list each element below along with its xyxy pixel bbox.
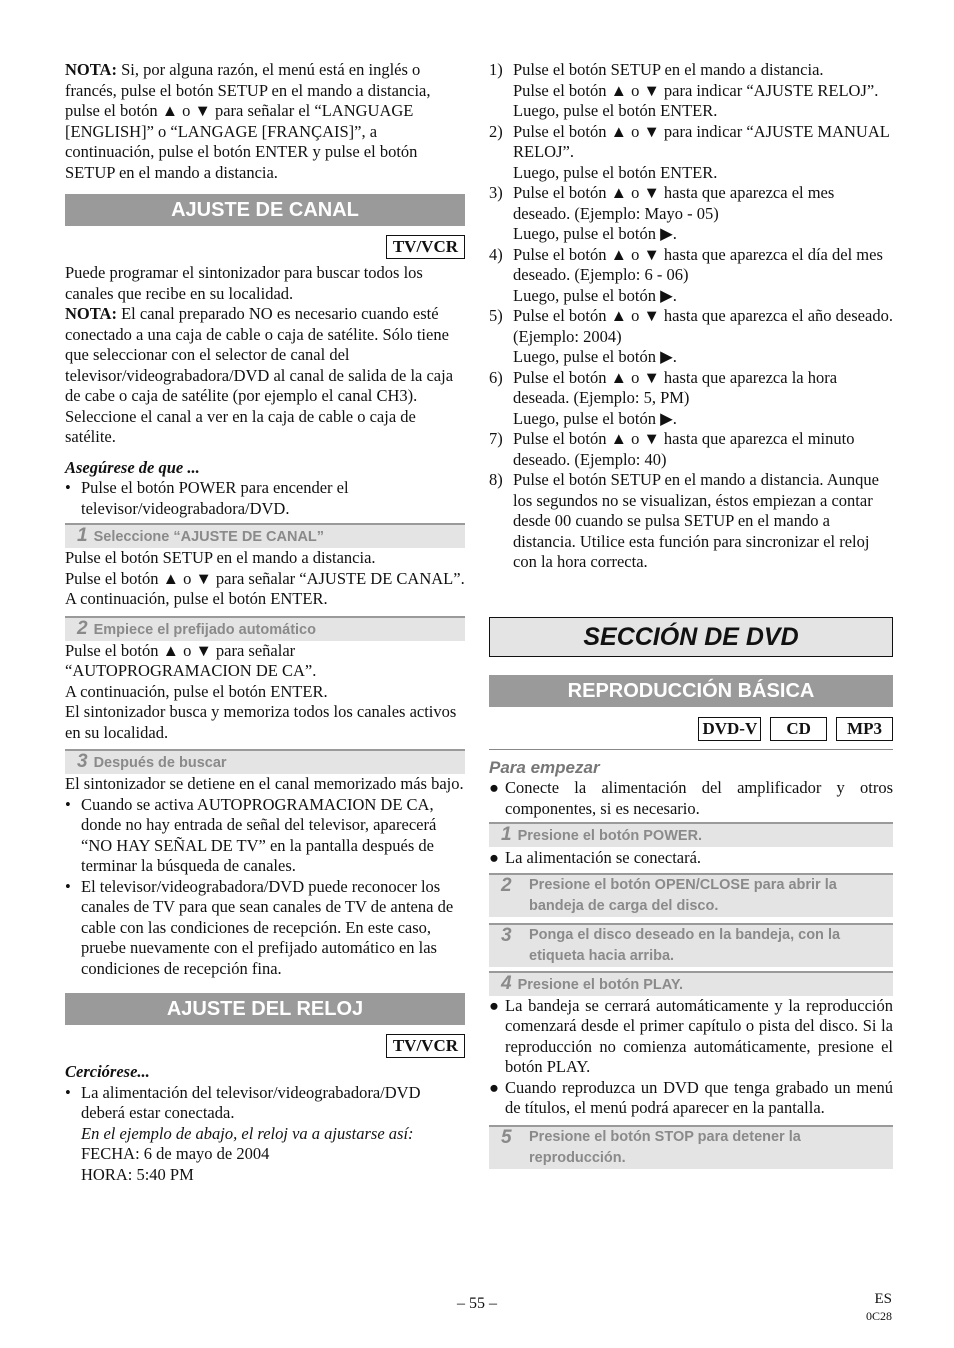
- reloj-check-bullet: • La alimentación del televisor/videograbadora/DVD deberá estar conectada.: [65, 1082, 421, 1122]
- right-column: 1) Pulse el botón SETUP en el mando a distancia. Pulse el botón ▲ o ▼ para indicar “AJUSTE RELOJ”. Luego, pulse el botón ENTER. 2) Pulse el botón ▲ o ▼ para indicar “AJUSTE MANUAL RELOJ”. Luego, pulse el botón ENTER. 3) Pulse el botón ▲ o ▼ hasta que aparezca el mes deseado. (Ejemplo: Mayo - 05) Luego, pulse el botón ▶. 4) Pulse el botón ▲ o ▼ hasta que aparezca el día del mes deseado. (Ejemplo: 6 - 06) Luego, pulse el botón ▶. 5) Pulse el botón ▲ o ▼ hasta que aparezca el año deseado. (Ejemplo: 2004) Luego, pulse el botón ▶. 6) Pulse el botón ▲ o ▼ hasta que aparezca la hora deseada. (Ejemplo: 5, PM) Luego, pulse el botón ▶. 7) Pulse el botón ▲ o ▼ hasta que aparezca el minuto deseado. (Ejemplo: 40) 8) Pulse el botón SETUP en el mando a distancia. Aunque los segundos no se visualizan, éstos empiezan a contar desde 00 cuando se pulsa SETUP en el mando a distancia. Utilice esta función para sincronizar el reloj con la hora correcta. SECCIÓN DE DVD REPRODUCCIÓN BÁSICA DVD-V CD MP3 Para empezar ● Conecte la alimentación del amplificador y otros componentes, si es necesario. 1 Presione el botón POWER. ● La alimentación se conectará. 2 Presione el botón OPEN/CLOSE para abrir la bandeja de carga del disco. 3 Ponga el disco deseado en la bandeja, con la etiqueta hacia arriba. 4 Presione el botón PLAY. ● La bandeja se cerrará automáticamente y la reproducción comenzará desde el primer capítulo o pista del disco. Si la reproducción no comienza automáticamente, presione el botón PLAY. ● Cuando reproduzca un DVD que tenga grabado un menú de títulos, el menú podrá aparecer en la pantalla. 5 Presione el botón STOP para detener la reproducción.: [489, 60, 893, 1169]
- canal-nota: NOTA: El canal preparado NO es necesario cuando esté conectado a una caja de cable o caja de satélite. Sólo tiene que seleccionar con el selector de canal del televisor/videograbadora/DVD al canal de salida de la caja de cabe o caja de satélite (por ejemplo el canal CH3). Seleccione el canal a ver en la caja de cable o caja de satélite.: [65, 304, 454, 446]
- dvd-section-title: SECCIÓN DE DVD: [489, 617, 893, 657]
- canal-intro: Puede programar el sintonizador para buscar todos los canales que recibe en su localidad.: [65, 263, 423, 303]
- document-code: 0C28: [865, 1309, 892, 1323]
- clock-step-6: 6) Pulse el botón ▲ o ▼ hasta que aparezca la hora deseada. (Ejemplo: 5, PM): [489, 367, 838, 407]
- dvd-step-1: 1 Presione el botón POWER.: [489, 822, 893, 847]
- list-item: • Cuando se activa AUTOPROGRAMACION DE CA, donde no hay entrada de señal del televisor, aparecerá “NO HAY SEÑAL DE TV” en la pantalla después de terminar la búsqueda de canales.: [65, 794, 437, 875]
- nota-intro: NOTA: Si, por alguna razón, el menú está en inglés o francés, pulse el botón SETUP en el mando a distancia, pulse el botón ▲ o ▼ para señalar el “LANGUAGE [ENGLISH]” o “LANGAGE [FRANÇAIS]”, a continuación, pulse el botón ENTER y pulse el botón SETUP en el mando a distancia.: [65, 60, 431, 182]
- clock-step-7: 7) Pulse el botón ▲ o ▼ hasta que aparezca el minuto deseado. (Ejemplo: 40): [489, 429, 855, 469]
- canal-check-bullet: • Pulse el botón POWER para encender el televisor/videograbadora/DVD.: [65, 478, 349, 518]
- page-number: – 55 –: [457, 1295, 497, 1312]
- clock-step-2: 2) Pulse el botón ▲ o ▼ para indicar “AJUSTE MANUAL RELOJ”.: [489, 121, 890, 161]
- left-column: NOTA: Si, por alguna razón, el menú está en inglés o francés, pulse el botón SETUP en el mando a distancia, pulse el botón ▲ o ▼ para señalar el “LANGUAGE [ENGLISH]” o “LANGAGE [FRANÇAIS]”, a continuación, pulse el botón ENTER y pulse el botón SETUP en el mando a distancia. AJUSTE DE CANAL TV/VCR Puede programar el sintonizador para buscar todos los canales que recibe en su localidad. NOTA: El canal preparado NO es necesario cuando esté conectado a una caja de cable o caja de satélite. Sólo tiene que seleccionar con el selector de canal del televisor/videograbadora/DVD al canal de salida de la caja de cabe o caja de satélite (por ejemplo el canal CH3). Seleccione el canal a ver en la caja de cable o caja de satélite. Asegúrese de que ... • Pulse el botón POWER para encender el televisor/videograbadora/DVD. 1 Seleccione “AJUSTE DE CANAL” Pulse el botón SETUP en el mando a distancia. Pulse el botón ▲ o ▼ para señalar “AJUSTE DE CANAL”. A continuación, pulse el botón ENTER. 2 Empiece el prefijado automático Pulse el botón ▲ o ▼ para señalar “AUTOPROGRAMACION DE CA”. A continuación, pulse el botón ENTER. El sintonizador busca y memoriza todos los canales activos en su localidad. 3 Después de buscar El sintonizador se detiene en el canal memorizado más bajo. • Cuando se activa AUTOPROGRAMACION DE CA, donde no hay entrada de señal del televisor, aparecerá “NO HAY SEÑAL DE TV” en la pantalla después de terminar la búsqueda de canales. • El televisor/videograbadora/DVD puede reconocer los canales de TV para que sean canales de TV de antena de cable con las condiciones de recepción. En este caso, pruebe nuevamente con el prefijado automático en las condiciones de recepción fina. AJUSTE DEL RELOJ TV/VCR Cerciórese... • La alimentación del televisor/videograbadora/DVD deberá estar conectada. En el ejemplo de abajo, el reloj va a ajustarse así: FECHA: 6 de mayo de 2004 HORA: 5:40 PM: [65, 60, 465, 1184]
- canal-step-2: 2 Empiece el prefijado automático: [65, 616, 465, 641]
- clock-step-3: 3) Pulse el botón ▲ o ▼ hasta que aparezca el mes deseado. (Ejemplo: Mayo - 05): [489, 183, 835, 223]
- clock-step-1: 1) Pulse el botón SETUP en el mando a distancia.: [489, 60, 824, 79]
- list-item: • El televisor/videograbadora/DVD puede reconocer los canales de TV para que sean canales de TV de antena de cable con las condiciones de recepción. En este caso, pruebe nuevamente con el prefijado automático en las condiciones de recepción fina.: [65, 876, 454, 978]
- clock-step-5: 5) Pulse el botón ▲ o ▼ hasta que aparezca el año deseado. (Ejemplo: 2004): [489, 306, 893, 346]
- list-item: ● La alimentación se conectará.: [489, 848, 702, 867]
- language-code: ES: [874, 1291, 892, 1307]
- dvd-step-4: 4 Presione el botón PLAY.: [489, 971, 893, 996]
- canal-check-heading: Asegúrese de que ...: [65, 457, 200, 477]
- tv-vcr-tag: TV/VCR: [386, 235, 465, 259]
- list-item: ● La bandeja se cerrará automáticamente y la reproducción comenzará desde el primer capítulo o pista del disco. Si la reproducción no comienza automáticamente, presione el botón PLAY.: [489, 995, 893, 1076]
- section-heading-ajuste-reloj: AJUSTE DEL RELOJ: [65, 993, 465, 1025]
- clock-step-4: 4) Pulse el botón ▲ o ▼ hasta que aparezca el día del mes deseado. (Ejemplo: 6 - 06): [489, 244, 883, 284]
- dvd-step-3: 3 Ponga el disco deseado en la bandeja, con la etiqueta hacia arriba.: [489, 923, 893, 967]
- start-heading: Para empezar: [489, 757, 600, 777]
- mp3-tag: MP3: [836, 717, 893, 741]
- start-bullet: ● Conecte la alimentación del amplificador y otros componentes, si es necesario.: [489, 778, 893, 818]
- section-heading-ajuste-canal: AJUSTE DE CANAL: [65, 194, 465, 226]
- dvd-step-2: 2 Presione el botón OPEN/CLOSE para abrir la bandeja de carga del disco.: [489, 873, 893, 917]
- disc-tags: [489, 717, 893, 741]
- tv-vcr-tag: TV/VCR: [386, 1034, 465, 1058]
- dvd-v-tag: DVD-V: [698, 717, 761, 741]
- canal-step-3: 3 Después de buscar: [65, 749, 465, 774]
- cd-tag: CD: [770, 717, 827, 741]
- clock-step-8: 8) Pulse el botón SETUP en el mando a distancia. Aunque los segundos no se visualizan, éstos empiezan a contar desde 00 cuando se pulsa SETUP en el mando a distancia. Utilice esta función para sincronizar el reloj con la hora correcta.: [489, 470, 879, 571]
- list-item: ● Cuando reproduzca un DVD que tenga grabado un menú de títulos, el menú podrá aparecer en la pantalla.: [489, 1077, 893, 1117]
- canal-step-1: 1 Seleccione “AJUSTE DE CANAL”: [65, 523, 465, 548]
- dvd-step-5: 5 Presione el botón STOP para detener la reproducción.: [489, 1125, 893, 1169]
- reloj-check-heading: Cerciórese...: [65, 1062, 150, 1081]
- section-heading-reproduccion-basica: REPRODUCCIÓN BÁSICA: [489, 675, 893, 707]
